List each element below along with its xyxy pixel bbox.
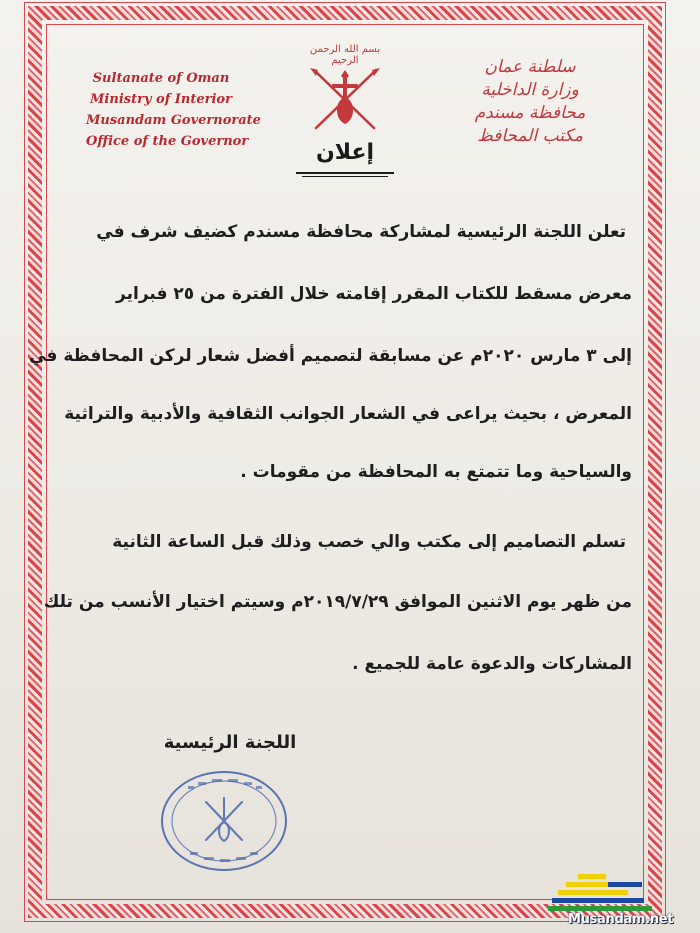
english-letterhead [86, 68, 261, 152]
body-line-4: المعرض ، بحيث يراعى في الشعار الجوانب الثقافية والأدبية والتراثية [64, 404, 632, 424]
arabic-letterhead-line-1: سلطنة عمان [484, 57, 576, 77]
body-line-6: تسلم التصاميم إلى مكتب والي خصب وذلك قبل الساعة الثانية [112, 532, 626, 552]
basmala-text: بسم الله الرحمن الرحيم [309, 44, 381, 66]
arabic-letterhead-line-3: محافظة مسندم [474, 103, 586, 123]
signature-committee: اللجنة الرئيسية [163, 732, 297, 753]
letterhead-line-1: Sultanate of Oman [92, 71, 230, 86]
body-line-8: المشاركات والدعوة عامة للجميع . [352, 654, 632, 674]
oman-emblem-icon [300, 60, 390, 136]
watermark-text: Musandam.net [568, 912, 674, 927]
announcement-title: إعلان [315, 140, 375, 165]
title-underline [296, 172, 394, 174]
official-stamp-icon [158, 768, 290, 878]
body-line-2: معرض مسقط للكتاب المقرر إقامته خلال الفترة من ٢٥ فبراير [116, 284, 632, 304]
arabic-letterhead-line-2: وزارة الداخلية [481, 80, 579, 100]
body-line-3: إلى ٣ مارس ٢٠٢٠م عن مسابقة لتصميم أفضل شعار لركن المحافظة في [29, 346, 632, 366]
body-line-7: من ظهر يوم الاثنين الموافق ٢٠١٩/٧/٢٩م وسيتم اختيار الأنسب من تلك [43, 592, 632, 612]
letterhead-line-3: Musandam Governorate [86, 113, 261, 128]
arabic-letterhead-line-4: مكتب المحافظ [477, 126, 583, 146]
body-line-1: تعلن اللجنة الرئيسية لمشاركة محافظة مسندم كضيف شرف في [96, 222, 626, 242]
body-line-5: والسياحية وما تتمتع به المحافظة من مقومات . [240, 462, 632, 482]
arabic-letterhead [440, 56, 620, 148]
title-underline-second [302, 176, 388, 177]
letterhead-line-4: Office of the Governor [86, 134, 249, 149]
letterhead-line-2: Ministry of Interior [90, 92, 232, 107]
